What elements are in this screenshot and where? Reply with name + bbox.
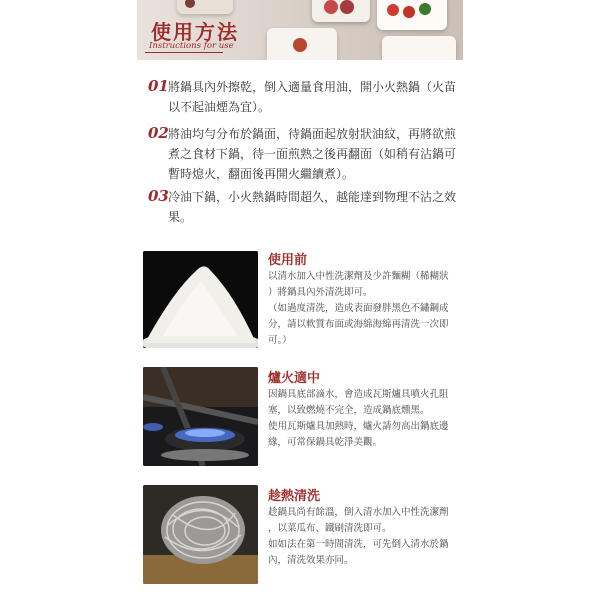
step-text: 將油均勻分布於鍋面，待鍋面起放射狀油紋，再將欲煎 煮之食材下鍋，待一面煎熟之後再翻面（如稍有沾鍋可 暫時熄火，翻面後再開火繼續煮）。 <box>168 127 457 181</box>
flour-pile-image <box>143 251 258 348</box>
section-body: 因鍋具底部滴水，會造成瓦斯爐具噴火孔阻 塞，以致燃燒不完全，造成鍋底燻黑。 使用瓦斯爐具加熱時，爐火請勿高出鍋底邊 緣，可常保鍋具乾淨美觀。 <box>268 389 449 448</box>
step-number: 02 <box>148 124 169 142</box>
step-number: 01 <box>148 77 169 95</box>
section-title: 爐火適中 <box>268 371 321 386</box>
step-number: 03 <box>148 187 169 205</box>
section-title: 使用前 <box>268 253 308 268</box>
divider <box>145 52 223 53</box>
food-dish-image <box>377 0 447 30</box>
food-dish-image <box>267 28 337 60</box>
food-dish-image <box>312 0 370 22</box>
steel-wool-scrubber-image <box>143 485 258 584</box>
section-body: 趁鍋具尚有餘溫，倒入清水加入中性洗潔劑 ，以菜瓜布、鐵刷清洗即可。 如如法在第一時間清洗，可先倒入清水於鍋 內，清洗效果亦同。 <box>268 507 449 566</box>
page-title: 使用方法 <box>151 20 239 44</box>
step-text: 將鍋具內外擦乾，倒入適量食用油，開小火熱鍋（火苗 以不起油煙為宜）。 <box>168 80 457 114</box>
section-body: 以清水加入中性洗潔劑及少許麵糊（稀糊狀 ）將鍋具內外清洗即可。 （如過度清洗，造成表面發胖黑色不鏽鋼成 分，請以軟質布面或海綿海綿再清洗一次即 可。） <box>268 271 449 346</box>
food-dish-image <box>177 0 233 14</box>
page-subtitle: Instructions for use <box>149 41 234 51</box>
header-banner <box>137 0 463 60</box>
step-text: 冷油下鍋，小火熱鍋時間超久，越能達到物理不沾之效 果。 <box>168 190 457 224</box>
section-title: 趁熱清洗 <box>268 489 321 504</box>
food-dish-image <box>382 36 456 60</box>
gas-stove-flame-image <box>143 367 258 466</box>
